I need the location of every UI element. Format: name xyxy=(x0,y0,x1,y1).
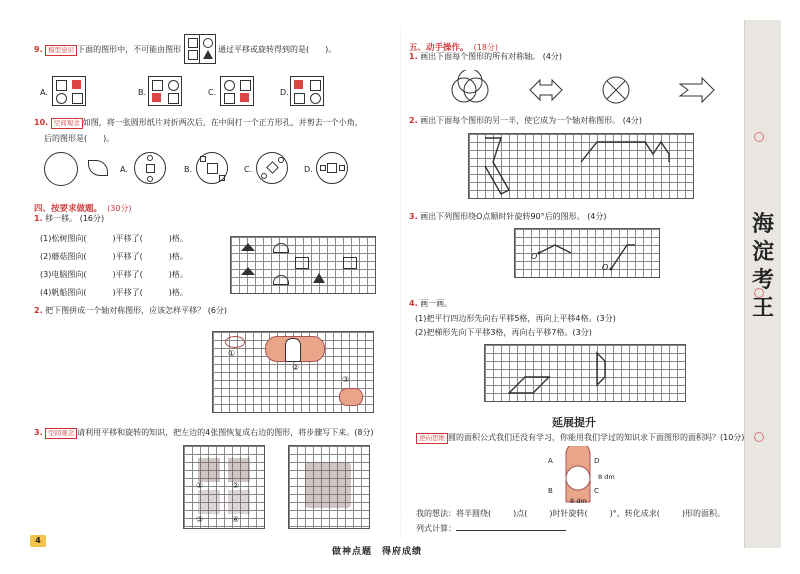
question-10: 10. 空间观念 如图，将一张圆形纸片对折两次后，在中间打一个正方形孔，并剪去一个小角， xyxy=(34,118,363,127)
q9-option-b[interactable]: B. xyxy=(138,88,147,97)
section-5-heading: 五、动手操作。 (18分) xyxy=(409,43,499,53)
point-o-1 xyxy=(538,252,541,255)
q9-option-d[interactable]: D. xyxy=(280,88,289,97)
q10-folded-figure xyxy=(88,160,108,176)
s5-question-1: 1. 画出下面每个图形的所有对称轴。 (4分) xyxy=(409,52,563,61)
s5-question-4: 4. 画一画。 xyxy=(409,299,453,308)
half-figure-2 xyxy=(581,142,669,162)
q10-figure-a xyxy=(134,152,166,184)
q10-option-d[interactable]: D. xyxy=(304,165,313,174)
q3-label-3: ③ xyxy=(196,515,204,524)
q9-option-a[interactable]: A. xyxy=(40,88,48,97)
sailboat-shape xyxy=(313,273,325,283)
arrow-shape xyxy=(680,78,714,102)
q10-text-2: 后的图形是( )。 xyxy=(44,134,115,143)
point-o-label-1: O xyxy=(531,252,538,261)
parallelogram xyxy=(509,377,549,393)
q1-row-4: (4)帆船图向( )平移了( )格。 xyxy=(40,288,188,297)
shaded-region xyxy=(566,446,590,478)
symmetry-shapes xyxy=(448,70,718,110)
bottle-piece xyxy=(285,338,301,362)
side-mark-1 xyxy=(754,132,764,142)
s5-question-3: 3. 画出下列图形绕O点顺时针旋转90°后的图形。 (4分) xyxy=(409,212,607,221)
q9-figure-b xyxy=(148,76,182,106)
q4-translation-grid xyxy=(484,344,686,402)
q3-label-4: ④ xyxy=(232,515,240,524)
section-4-heading: 四、按要求做题。 (30分) xyxy=(34,204,132,214)
s4-question-3: 3. 空间观念 请利用平移和旋转的知识，把左边的4张图恢复成右边的图形，将步骤写下来。(8分) xyxy=(34,428,374,437)
q9-figure-c xyxy=(220,76,254,106)
q4-sub-2: (2)把梯形先向下平移3格，再向右平移7格。(3分) xyxy=(415,328,592,337)
computer-shape-moved xyxy=(295,257,309,269)
point-o-2 xyxy=(610,268,613,271)
puzzle-piece-4 xyxy=(228,490,250,514)
q9-figure-d xyxy=(290,76,324,106)
side-mark-3 xyxy=(754,432,764,442)
trapezoid xyxy=(597,353,605,385)
rotation-figure-2 xyxy=(611,245,635,269)
label-b: B xyxy=(548,487,553,495)
q10-figure-b xyxy=(196,152,228,184)
puzzle-piece-1 xyxy=(198,458,220,482)
q2-half-figure-grid xyxy=(468,133,694,199)
q1-row-2: (2)蘑菇图向( )平移了( )格。 xyxy=(40,252,188,261)
label-c: C xyxy=(594,487,599,495)
label-a: A xyxy=(548,457,553,465)
extension-title: 延展提升 xyxy=(552,416,596,429)
q3-label-2: ② xyxy=(232,481,240,490)
q10-option-c[interactable]: C. xyxy=(244,165,253,174)
bow-piece xyxy=(225,336,245,348)
ring-circle-3 xyxy=(458,70,482,93)
rotation-figure-1 xyxy=(539,245,571,253)
translation-figures xyxy=(485,345,685,401)
q4-sub-1: (1)把平行四边形先向右平移5格，再向上平移4格。(3分) xyxy=(415,314,616,323)
q10-circle-figure xyxy=(44,152,78,186)
tree-shape xyxy=(241,243,255,251)
q3-label-1: ① xyxy=(196,481,204,490)
q9-option-c[interactable]: C. xyxy=(208,88,217,97)
calculation-answer-line[interactable] xyxy=(456,522,566,531)
q3-grid-right xyxy=(288,445,370,529)
q1-row-1: (1)松树图向( )平移了( )格。 xyxy=(40,234,188,243)
q10-option-a[interactable]: A. xyxy=(120,165,128,174)
q10-figure-d xyxy=(316,152,348,184)
computer-shape xyxy=(343,257,357,269)
brand-title: 海 淀 考 王 xyxy=(751,211,774,321)
q9-figure-a xyxy=(52,76,86,106)
double-arrow-shape xyxy=(530,80,562,100)
q2-label-2: ② xyxy=(292,363,300,372)
mushroom-shape xyxy=(273,243,289,253)
q2-label-1: ① xyxy=(228,349,236,358)
dimension-side: 8 dm xyxy=(598,473,615,481)
dimension-bottom: 8 dm xyxy=(570,497,587,505)
mushroom-shape-moved xyxy=(273,275,289,285)
my-thinking-line: 我的想法：将半圆绕( )点( )时针旋转( )°，转化成求( )形的面积。 xyxy=(416,509,725,518)
calculation-line: 列式计算： xyxy=(416,522,566,534)
s5-question-2: 2. 画出下面每个图形的另一半，使它成为一个轴对称图形。 (4分) xyxy=(409,116,643,125)
q9-source-figure xyxy=(184,34,216,64)
puzzle-piece-2 xyxy=(228,458,250,482)
assembled-picture xyxy=(305,462,351,508)
extension-question: 逆向思维 圆的面积公式我们还没有学习，你能用我们学过的知识求下面图形的面积吗？(10分) xyxy=(416,432,744,444)
q10-option-b[interactable]: B. xyxy=(184,165,193,174)
puzzle-piece-3 xyxy=(198,490,220,514)
column-divider xyxy=(400,28,401,538)
s4-question-2: 2. 把下图拼成一个轴对称图形，应该怎样平移？ (6分) xyxy=(34,306,228,315)
q1-row-3: (3)电脑图向( )平移了( )格。 xyxy=(40,270,188,279)
label-d: D xyxy=(594,457,600,465)
footer-slogan: 做神点题 得府成绩 xyxy=(332,547,423,557)
q1-grid xyxy=(230,236,376,294)
tree-shape-moved xyxy=(241,267,255,275)
s4-question-1: 1. 移一移。 (16分) xyxy=(34,214,105,223)
q9-text-end: 通过平移或旋转得到的是( )。 xyxy=(218,45,337,54)
page-number: 4 xyxy=(30,535,46,547)
half-figures xyxy=(469,134,693,198)
base-piece xyxy=(339,388,363,406)
half-figure-1 xyxy=(485,138,509,194)
question-9: 9. 模型意识 下面的图形中，不可能由图形 xyxy=(34,45,182,54)
point-o-label-2: O xyxy=(602,263,609,272)
q2-label-3: ③ xyxy=(342,375,350,384)
q10-figure-c xyxy=(256,152,288,184)
